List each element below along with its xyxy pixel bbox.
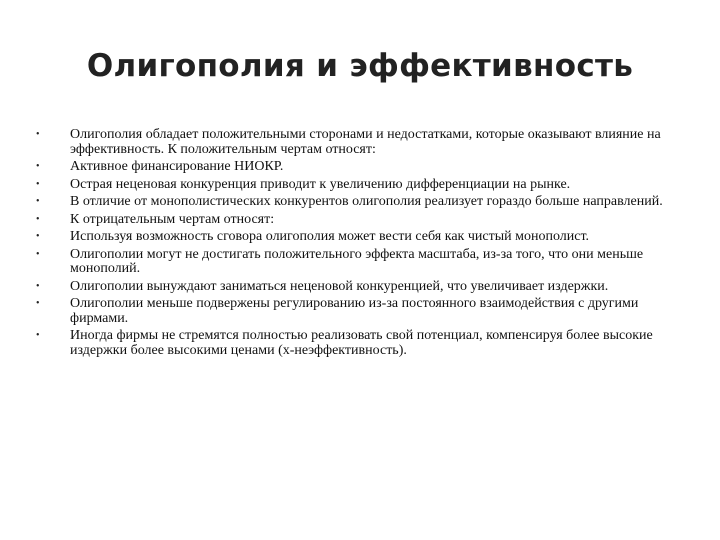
bullet-item bbox=[36, 128, 684, 157]
slide-title: Олигополия и эффективность bbox=[86, 48, 634, 84]
bullet-icon: • bbox=[36, 196, 40, 207]
bullet-item bbox=[36, 248, 684, 277]
bullet-item bbox=[36, 280, 684, 295]
bullet-icon: • bbox=[36, 129, 40, 140]
bullet-text: Олигополии меньше подвержены регулированию из-за постоянного взаимодействия с другими фирмами. bbox=[70, 296, 639, 326]
bullet-item bbox=[36, 160, 684, 175]
bullet-icon: • bbox=[36, 280, 40, 292]
bullet-text: Олигополия обладает положительными сторонами и недостатками, которые оказывают влияние на эффективность. К положительным чертам относят: bbox=[70, 127, 661, 157]
bullet-icon: • bbox=[36, 231, 40, 242]
bullet-item bbox=[36, 329, 684, 358]
bullet-text: Острая неценовая конкуренция приводит к увеличению дифференциации на рынке. bbox=[70, 176, 571, 192]
bullet-icon: • bbox=[36, 330, 40, 341]
bullet-icon: • bbox=[36, 248, 40, 260]
bullet-text: В отличие от монополистических конкурентов олигополия реализует гораздо больше направлений. bbox=[70, 194, 663, 209]
bullet-item bbox=[36, 178, 684, 193]
bullet-list bbox=[36, 128, 684, 361]
bullet-icon: • bbox=[36, 161, 40, 172]
bullet-text: Иногда фирмы не стремятся полностью реализовать свой потенциал, компенсируя более высокие издержки более высокими ценами (x-неэффективность). bbox=[70, 328, 653, 358]
bullet-icon: • bbox=[36, 178, 40, 190]
bullet-item bbox=[36, 213, 684, 228]
bullet-text: Используя возможность сговора олигополия может вести себя как чистый монополист. bbox=[70, 229, 590, 244]
bullet-text: К отрицательным чертам относят: bbox=[70, 211, 275, 227]
bullet-icon: • bbox=[36, 213, 40, 225]
bullet-item bbox=[36, 297, 684, 326]
bullet-text: Олигополии могут не достигать положительного эффекта масштаба, из-за того, что они меньше монополий. bbox=[70, 246, 644, 276]
bullet-icon: • bbox=[36, 298, 40, 309]
bullet-item bbox=[36, 230, 684, 245]
bullet-text: Активное финансирование НИОКР. bbox=[70, 159, 284, 174]
bullet-item bbox=[36, 195, 684, 210]
bullet-text: Олигополии вынуждают заниматься неценовой конкуренцией, что увеличивает издержки. bbox=[70, 278, 609, 294]
